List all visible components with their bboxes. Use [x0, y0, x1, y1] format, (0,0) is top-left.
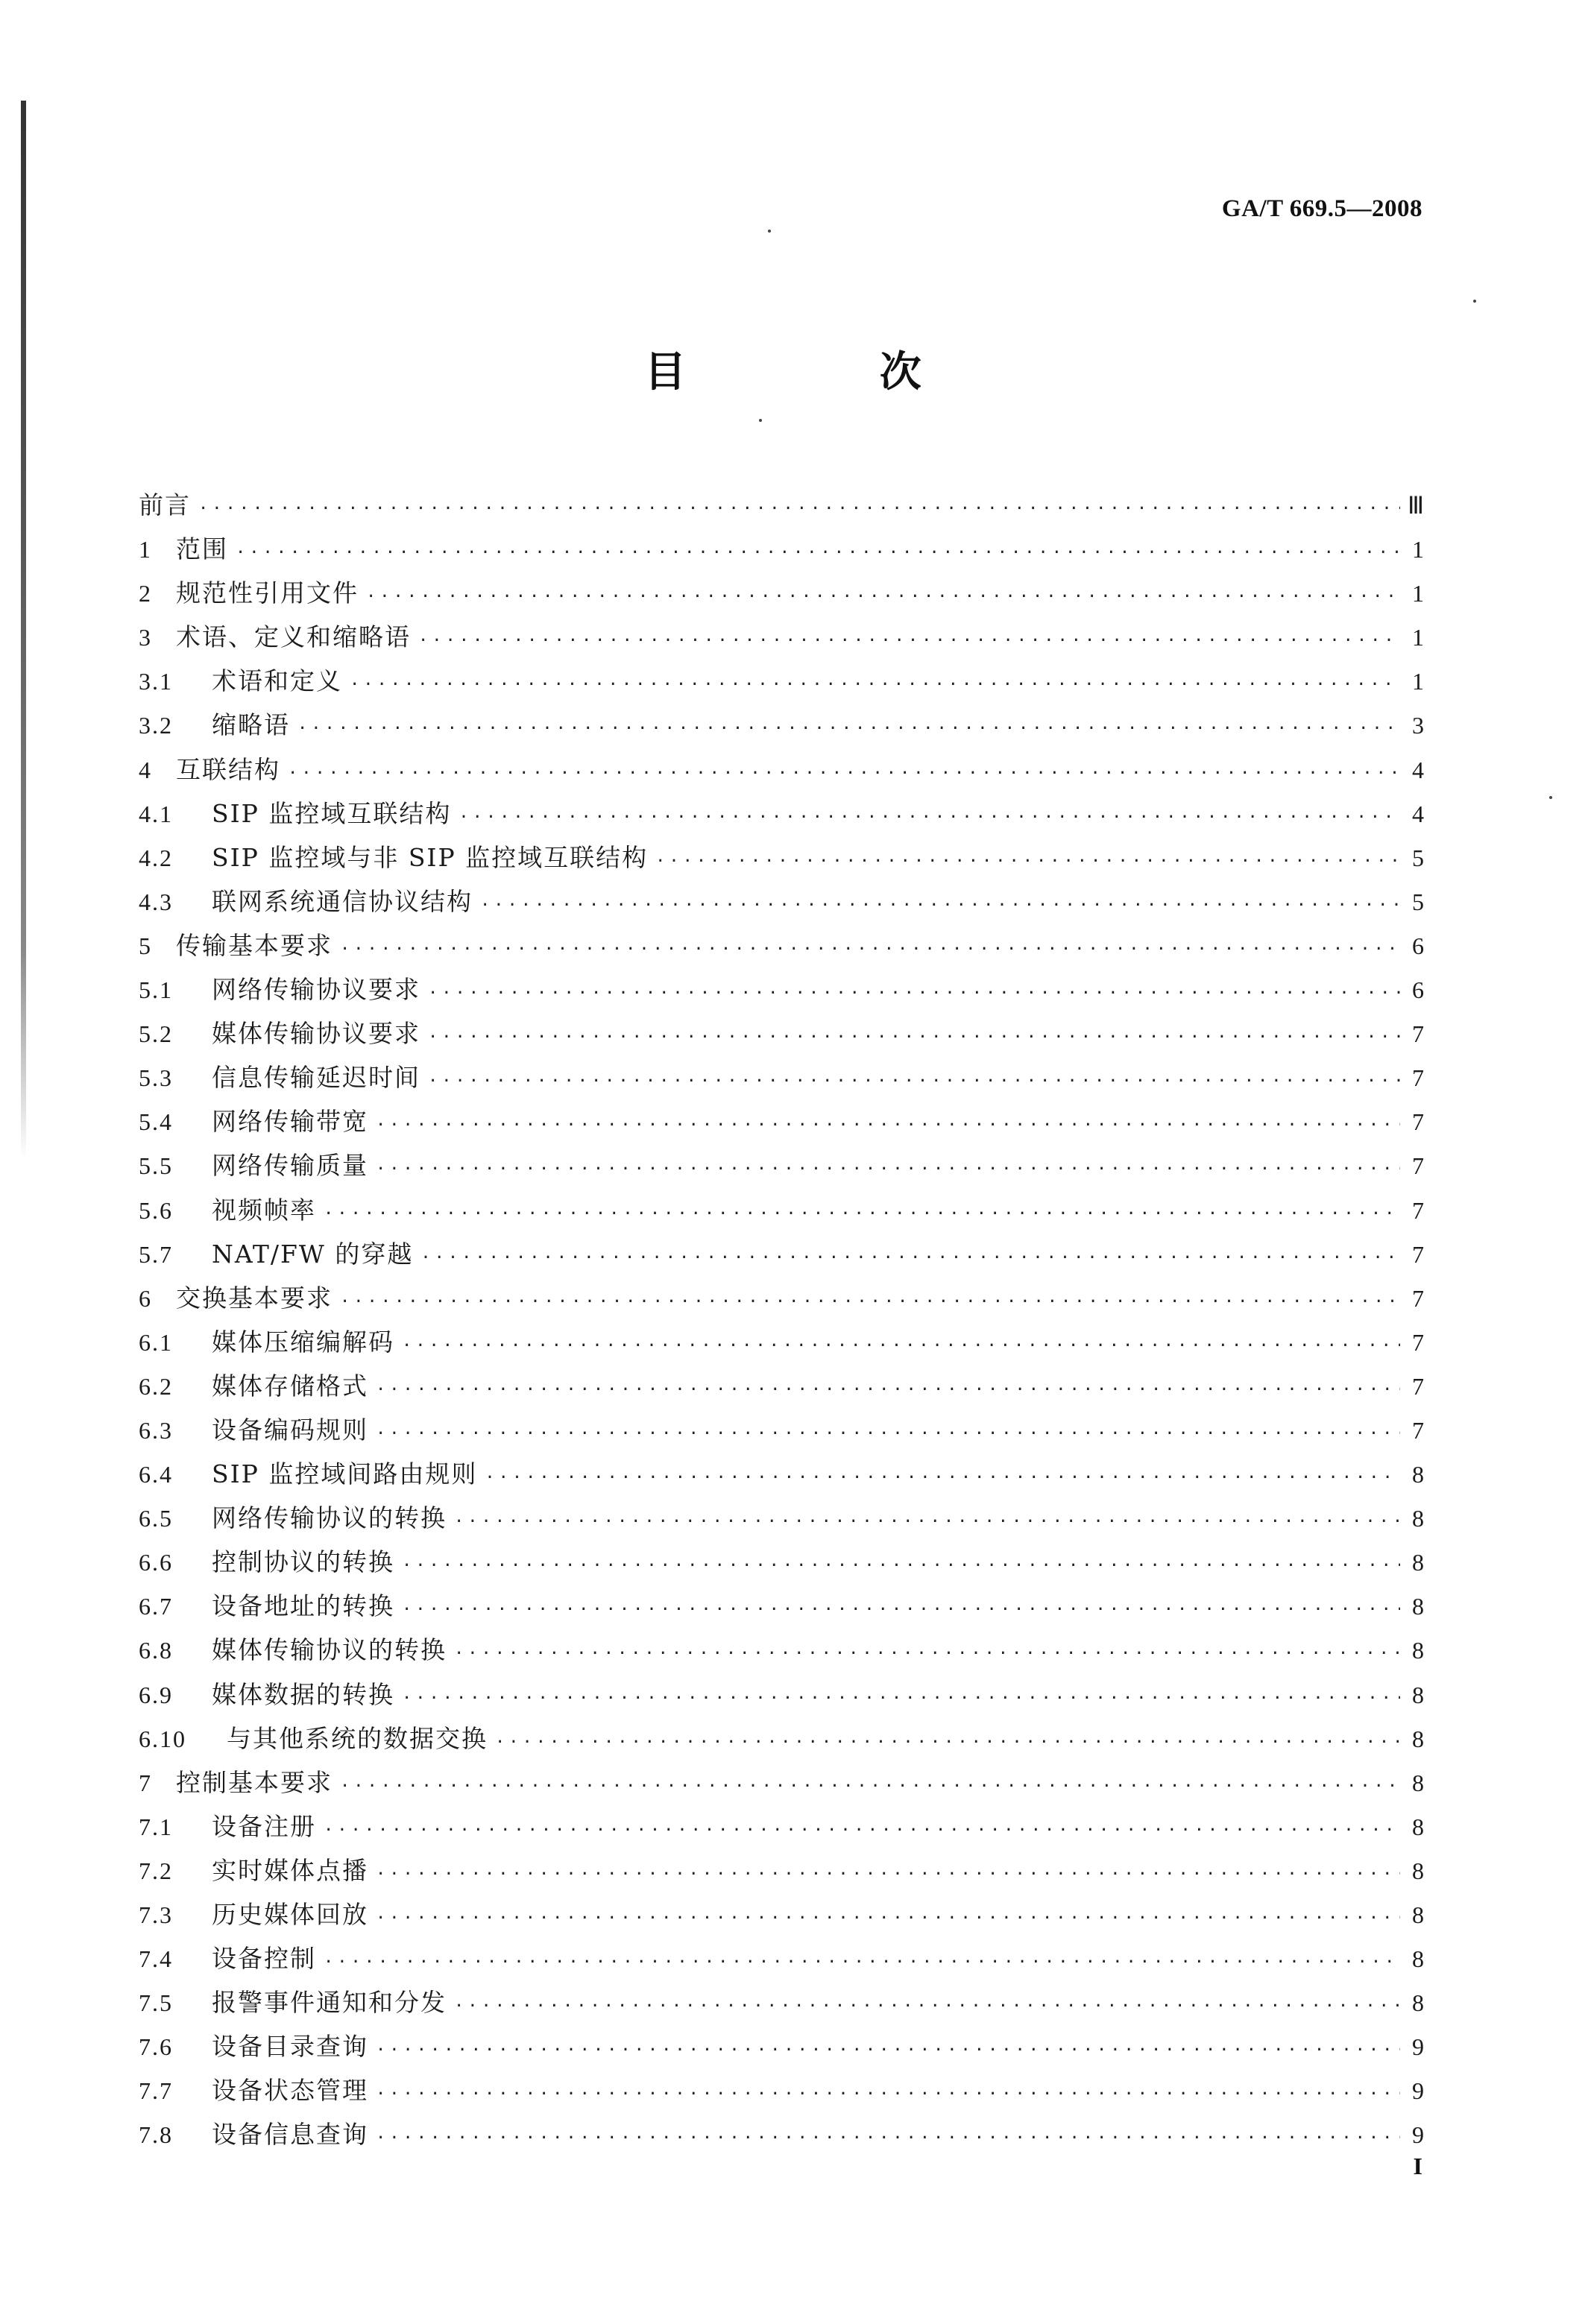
- toc-entry-number: 6.7: [139, 1593, 173, 1620]
- toc-entry[interactable]: [139, 483, 1424, 527]
- toc-entry[interactable]: [139, 2024, 1424, 2068]
- toc-entry-title: 设备状态管理: [212, 2076, 368, 2106]
- toc-entry-title: 设备编码规则: [212, 1415, 368, 1444]
- toc-entry-page: 8: [1412, 1945, 1424, 1973]
- toc-entry-page: 4: [1412, 800, 1424, 827]
- toc-entry-page: 8: [1412, 1901, 1424, 1928]
- toc-entry-number: 6.1: [139, 1328, 173, 1356]
- toc-entry-title: 术语和定义: [212, 666, 342, 696]
- dot-leader: [340, 927, 1400, 971]
- dot-leader: [376, 2028, 1400, 2072]
- dot-leader: [198, 487, 1400, 531]
- toc-entry-page: 8: [1412, 1637, 1424, 1664]
- dot-leader: [402, 1588, 1400, 1632]
- toc-entry-number: 6.9: [139, 1681, 173, 1708]
- toc-entry[interactable]: [139, 571, 1424, 615]
- toc-entry-page: 7: [1412, 1328, 1424, 1356]
- toc-entry-title: 前言: [139, 490, 191, 520]
- dot-leader: [376, 1852, 1400, 1896]
- toc-entry-title: 范围: [176, 534, 228, 564]
- toc-entry-number: 6.8: [139, 1637, 173, 1664]
- dot-leader: [288, 751, 1400, 795]
- toc-entry-number: 2: [139, 580, 152, 607]
- dot-leader: [297, 707, 1400, 751]
- scan-edge-mark: [21, 101, 26, 1159]
- toc-entry-title: 术语、定义和缩略语: [176, 622, 411, 652]
- toc-entry-page: 8: [1412, 1989, 1424, 2017]
- table-of-contents: [139, 483, 1424, 2157]
- toc-entry-title: 传输基本要求: [176, 930, 333, 960]
- dot-leader: [420, 1236, 1400, 1280]
- dot-leader: [655, 839, 1400, 883]
- toc-entry[interactable]: [139, 967, 1424, 1011]
- toc-entry-page: 8: [1412, 1461, 1424, 1488]
- toc-entry-title: 网络传输质量: [212, 1151, 368, 1181]
- toc-entry[interactable]: [139, 1761, 1424, 1804]
- dot-leader: [495, 1720, 1400, 1764]
- toc-entry-title: 控制基本要求: [176, 1767, 333, 1797]
- toc-entry-number: 6.5: [139, 1505, 173, 1532]
- toc-entry-number: 5.4: [139, 1108, 173, 1136]
- toc-entry[interactable]: [139, 1364, 1424, 1408]
- toc-entry-title: 网络传输协议要求: [212, 975, 420, 1005]
- dot-leader: [340, 1764, 1400, 1808]
- toc-entry-title: NAT/FW 的穿越: [212, 1239, 414, 1269]
- dot-leader: [350, 663, 1400, 707]
- toc-entry-title: 信息传输延迟时间: [212, 1063, 420, 1093]
- dot-leader: [376, 2072, 1400, 2116]
- toc-entry-page: 8: [1412, 1593, 1424, 1620]
- dot-leader: [376, 1412, 1400, 1456]
- toc-entry-page: 8: [1412, 1769, 1424, 1796]
- scan-speck: [1473, 300, 1476, 303]
- toc-entry-title: 互联结构: [176, 754, 280, 784]
- toc-entry-title: 设备注册: [212, 1811, 316, 1841]
- toc-entry-title: SIP 监控域间路由规则: [212, 1459, 478, 1489]
- scan-speck: [1549, 796, 1552, 799]
- toc-entry-number: 7.5: [139, 1989, 173, 2017]
- dot-leader: [428, 971, 1400, 1015]
- dot-leader: [459, 795, 1400, 839]
- toc-entry-page: 6: [1412, 932, 1424, 959]
- toc-entry-number: 6.3: [139, 1416, 173, 1444]
- toc-entry-title: 设备地址的转换: [212, 1591, 394, 1621]
- toc-entry-title: SIP 监控域与非 SIP 监控域互联结构: [212, 842, 649, 872]
- toc-entry-number: 7.3: [139, 1901, 173, 1928]
- toc-entry[interactable]: [139, 1408, 1424, 1452]
- dot-leader: [376, 1103, 1400, 1147]
- dot-leader: [376, 1368, 1400, 1412]
- page-title: 目 次: [644, 348, 1011, 397]
- toc-entry[interactable]: [139, 659, 1424, 703]
- toc-entry[interactable]: [139, 1452, 1424, 1496]
- scan-speck: [768, 230, 771, 233]
- toc-entry[interactable]: [139, 1584, 1424, 1628]
- dot-leader: [402, 1544, 1400, 1588]
- dot-leader: [454, 1500, 1400, 1544]
- toc-entry[interactable]: [139, 792, 1424, 836]
- toc-entry-title: 网络传输带宽: [212, 1107, 368, 1137]
- toc-entry[interactable]: [139, 1099, 1424, 1143]
- dot-leader: [402, 1324, 1400, 1368]
- toc-entry-page: 9: [1412, 2033, 1424, 2061]
- toc-entry[interactable]: [139, 1540, 1424, 1584]
- toc-entry-page: 8: [1412, 1725, 1424, 1752]
- toc-entry-page: 7: [1412, 1064, 1424, 1092]
- dot-leader: [324, 1940, 1400, 1984]
- toc-entry[interactable]: [139, 923, 1424, 967]
- toc-entry-page: 7: [1412, 1196, 1424, 1224]
- toc-entry[interactable]: [139, 1628, 1424, 1672]
- toc-entry[interactable]: [139, 527, 1424, 571]
- toc-entry-page: 9: [1412, 2121, 1424, 2149]
- toc-entry[interactable]: [139, 2068, 1424, 2112]
- toc-entry-title: 报警事件通知和分发: [212, 1988, 447, 2018]
- toc-entry[interactable]: [139, 1936, 1424, 1980]
- toc-entry-number: 3.1: [139, 668, 173, 695]
- toc-entry-title: 交换基本要求: [176, 1283, 333, 1313]
- dot-leader: [236, 531, 1400, 575]
- toc-entry-title: 视频帧率: [212, 1195, 316, 1225]
- toc-entry[interactable]: [139, 1717, 1424, 1761]
- toc-entry-number: 4.1: [139, 800, 173, 827]
- toc-entry-number: 5.6: [139, 1196, 173, 1224]
- dot-leader: [376, 2116, 1400, 2160]
- toc-entry[interactable]: [139, 748, 1424, 792]
- toc-entry-page: 4: [1412, 756, 1424, 783]
- toc-entry-number: 7.6: [139, 2033, 173, 2061]
- toc-entry-page: Ⅲ: [1407, 492, 1424, 519]
- toc-entry-number: 7.2: [139, 1857, 173, 1884]
- toc-entry[interactable]: [139, 1892, 1424, 1936]
- toc-entry-title: 媒体传输协议的转换: [212, 1635, 447, 1665]
- toc-entry[interactable]: [139, 1188, 1424, 1232]
- dot-leader: [324, 1192, 1400, 1236]
- dot-leader: [418, 619, 1400, 663]
- toc-entry[interactable]: [139, 703, 1424, 747]
- toc-entry-title: 控制协议的转换: [212, 1547, 394, 1577]
- toc-entry-number: 7.8: [139, 2121, 173, 2149]
- toc-entry-page: 1: [1412, 668, 1424, 695]
- toc-entry-number: 4: [139, 756, 152, 783]
- toc-entry-title: 媒体数据的转换: [212, 1679, 394, 1709]
- dot-leader: [376, 1896, 1400, 1940]
- toc-entry-page: 5: [1412, 888, 1424, 915]
- toc-entry-number: 7.1: [139, 1813, 173, 1840]
- toc-entry-page: 1: [1412, 624, 1424, 651]
- toc-entry-page: 9: [1412, 2077, 1424, 2105]
- toc-entry-title: 缩略语: [212, 710, 290, 740]
- toc-entry-number: 3: [139, 624, 152, 651]
- toc-entry-title: 与其他系统的数据交换: [227, 1723, 488, 1753]
- toc-entry-number: 5.2: [139, 1020, 173, 1048]
- toc-entry-page: 8: [1412, 1505, 1424, 1532]
- toc-entry-title: 设备控制: [212, 1944, 316, 1974]
- toc-entry-number: 1: [139, 536, 152, 563]
- toc-entry[interactable]: [139, 1673, 1424, 1717]
- toc-entry[interactable]: [139, 1848, 1424, 1892]
- toc-entry-number: 4.3: [139, 888, 173, 915]
- toc-entry-title: 媒体传输协议要求: [212, 1019, 420, 1049]
- toc-entry[interactable]: [139, 1143, 1424, 1187]
- toc-entry[interactable]: [139, 1276, 1424, 1320]
- toc-entry[interactable]: [139, 1232, 1424, 1276]
- toc-entry-page: 6: [1412, 976, 1424, 1004]
- toc-entry-number: 3.2: [139, 712, 173, 739]
- toc-entry[interactable]: [139, 1320, 1424, 1364]
- toc-entry-title: SIP 监控域互联结构: [212, 798, 452, 828]
- toc-entry-page: 8: [1412, 1857, 1424, 1884]
- dot-leader: [454, 1632, 1400, 1676]
- toc-entry-title: 媒体存储格式: [212, 1371, 368, 1401]
- toc-entry-page: 8: [1412, 1681, 1424, 1708]
- toc-entry-page: 7: [1412, 1152, 1424, 1180]
- toc-entry-page: 7: [1412, 1108, 1424, 1136]
- toc-entry-title: 历史媒体回放: [212, 1900, 368, 1929]
- dot-leader: [454, 1984, 1400, 2028]
- scan-speck: [759, 419, 762, 422]
- toc-entry-title: 网络传输协议的转换: [212, 1503, 447, 1533]
- toc-entry-number: 6: [139, 1284, 152, 1312]
- toc-entry[interactable]: [139, 836, 1424, 880]
- toc-entry[interactable]: [139, 1496, 1424, 1540]
- toc-entry-page: 7: [1412, 1416, 1424, 1444]
- toc-entry[interactable]: [139, 1804, 1424, 1848]
- toc-entry-number: 5.7: [139, 1240, 173, 1268]
- dot-leader: [402, 1676, 1400, 1720]
- toc-entry-title: 设备信息查询: [212, 2120, 368, 2150]
- toc-entry-number: 4.2: [139, 844, 173, 871]
- dot-leader: [366, 575, 1400, 619]
- dot-leader: [340, 1280, 1400, 1324]
- toc-entry-page: 7: [1412, 1020, 1424, 1048]
- toc-entry-page: 7: [1412, 1284, 1424, 1312]
- dot-leader: [485, 1456, 1400, 1500]
- toc-entry-number: 5: [139, 932, 152, 959]
- toc-entry[interactable]: [139, 880, 1424, 923]
- toc-entry-number: 7.7: [139, 2077, 173, 2105]
- toc-entry-number: 6.10: [139, 1725, 186, 1752]
- dot-leader: [376, 1147, 1400, 1191]
- dot-leader: [324, 1808, 1400, 1852]
- page-number: I: [1413, 2153, 1422, 2179]
- toc-entry-number: 5.3: [139, 1064, 173, 1092]
- standard-code: GA/T 669.5—2008: [1221, 195, 1422, 222]
- toc-entry-number: 5.1: [139, 976, 173, 1004]
- dot-leader: [428, 1059, 1400, 1103]
- toc-entry-title: 联网系统通信协议结构: [212, 886, 473, 916]
- toc-entry-title: 规范性引用文件: [176, 578, 359, 608]
- toc-entry-number: 6.2: [139, 1372, 173, 1400]
- toc-entry-number: 7: [139, 1769, 152, 1796]
- toc-entry[interactable]: [139, 615, 1424, 659]
- toc-entry-number: 7.4: [139, 1945, 173, 1973]
- toc-entry-page: 8: [1412, 1549, 1424, 1576]
- toc-entry-page: 3: [1412, 712, 1424, 739]
- toc-entry-page: 7: [1412, 1240, 1424, 1268]
- toc-entry[interactable]: [139, 1055, 1424, 1099]
- toc-entry-page: 8: [1412, 1813, 1424, 1840]
- dot-leader: [480, 883, 1400, 927]
- toc-entry-page: 1: [1412, 536, 1424, 563]
- toc-entry-title: 实时媒体点播: [212, 1855, 368, 1885]
- toc-entry[interactable]: [139, 1980, 1424, 2024]
- toc-entry-number: 6.4: [139, 1461, 173, 1488]
- toc-entry-page: 5: [1412, 844, 1424, 871]
- toc-entry-title: 设备目录查询: [212, 2032, 368, 2062]
- toc-entry-page: 1: [1412, 580, 1424, 607]
- toc-entry[interactable]: [139, 1011, 1424, 1055]
- toc-entry-number: 6.6: [139, 1549, 173, 1576]
- toc-entry-title: 媒体压缩编解码: [212, 1327, 394, 1357]
- toc-entry-page: 7: [1412, 1372, 1424, 1400]
- toc-entry-number: 5.5: [139, 1152, 173, 1180]
- toc-entry[interactable]: [139, 2112, 1424, 2156]
- dot-leader: [428, 1015, 1400, 1059]
